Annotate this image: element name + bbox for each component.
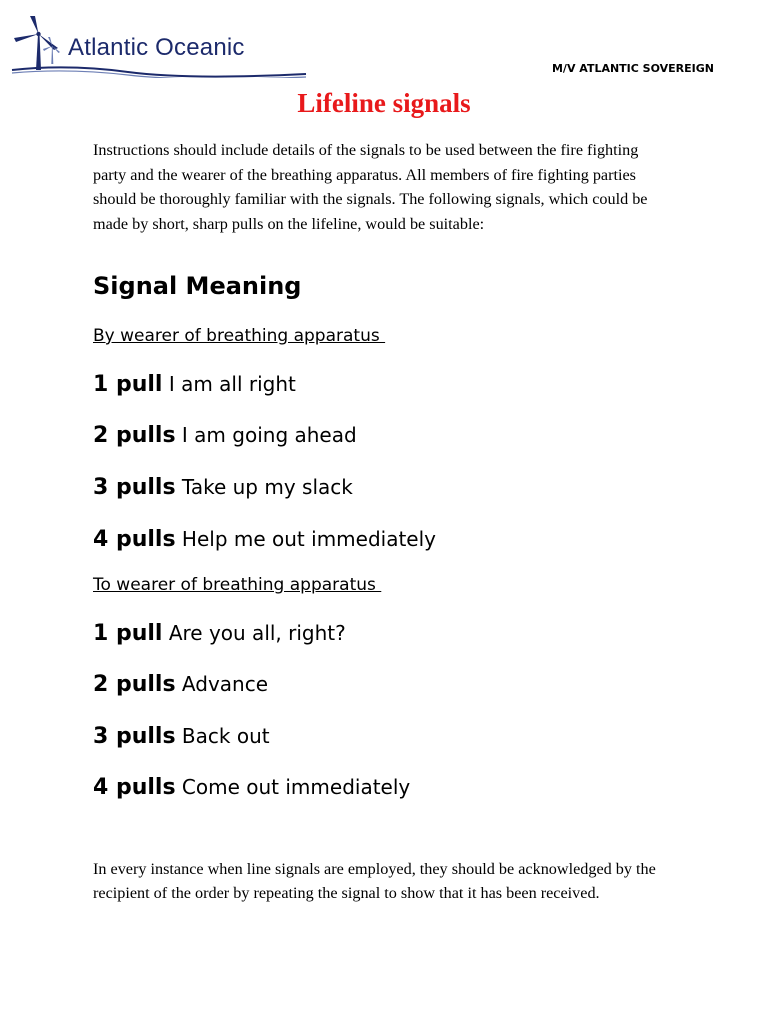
closing-paragraph: In every instance when line signals are employed, they should be acknowledged by the recipient of the order by repeating the signal to show that it has been received. bbox=[93, 860, 656, 902]
signal-meaning: Come out immediately bbox=[181, 775, 411, 799]
signal-row bbox=[93, 672, 268, 697]
signal-meaning: Back out bbox=[181, 724, 270, 748]
company-name: Atlantic Oceanic bbox=[68, 34, 245, 61]
company-logo bbox=[8, 12, 308, 78]
intro-paragraph: Instructions should include details of the signals to be used between the fire fighting party and the wearer of the breathing apparatus. All members of fire fighting parties should be thoroughly familiar with the signals. The following signals, which could be made by short, sharp pulls on the lifeline, would be suitable: bbox=[93, 141, 648, 233]
section-label-by-wearer: By wearer of breathing apparatus bbox=[93, 326, 386, 346]
section-label-to-wearer: To wearer of breathing apparatus bbox=[93, 575, 382, 595]
signal-meaning: Take up my slack bbox=[181, 475, 353, 499]
signal-count: 3 pulls bbox=[93, 724, 176, 749]
signal-count: 2 pulls bbox=[93, 423, 176, 448]
vessel-name: M/V ATLANTIC SOVEREIGN bbox=[551, 62, 714, 75]
signal-meaning: Help me out immediately bbox=[181, 527, 437, 551]
signal-count: 1 pull bbox=[93, 372, 163, 397]
signal-row bbox=[93, 775, 410, 800]
signal-count: 1 pull bbox=[93, 621, 163, 646]
signal-meaning: Are you all, right? bbox=[168, 621, 346, 645]
signal-count: 3 pulls bbox=[93, 475, 176, 500]
signal-count: 4 pulls bbox=[93, 527, 176, 552]
signal-count: 4 pulls bbox=[93, 775, 176, 800]
signal-row bbox=[93, 724, 270, 749]
signal-row bbox=[93, 372, 296, 397]
signal-meaning-heading: Signal Meaning bbox=[93, 272, 302, 300]
signal-meaning: Advance bbox=[181, 672, 269, 696]
signal-row bbox=[93, 527, 436, 552]
signal-row bbox=[93, 621, 346, 646]
signal-meaning: I am going ahead bbox=[181, 423, 357, 447]
signal-meaning: I am all right bbox=[168, 372, 296, 396]
signal-row bbox=[93, 423, 357, 448]
signal-row bbox=[93, 475, 353, 500]
page-title: Lifeline signals bbox=[297, 88, 471, 118]
signal-count: 2 pulls bbox=[93, 672, 176, 697]
